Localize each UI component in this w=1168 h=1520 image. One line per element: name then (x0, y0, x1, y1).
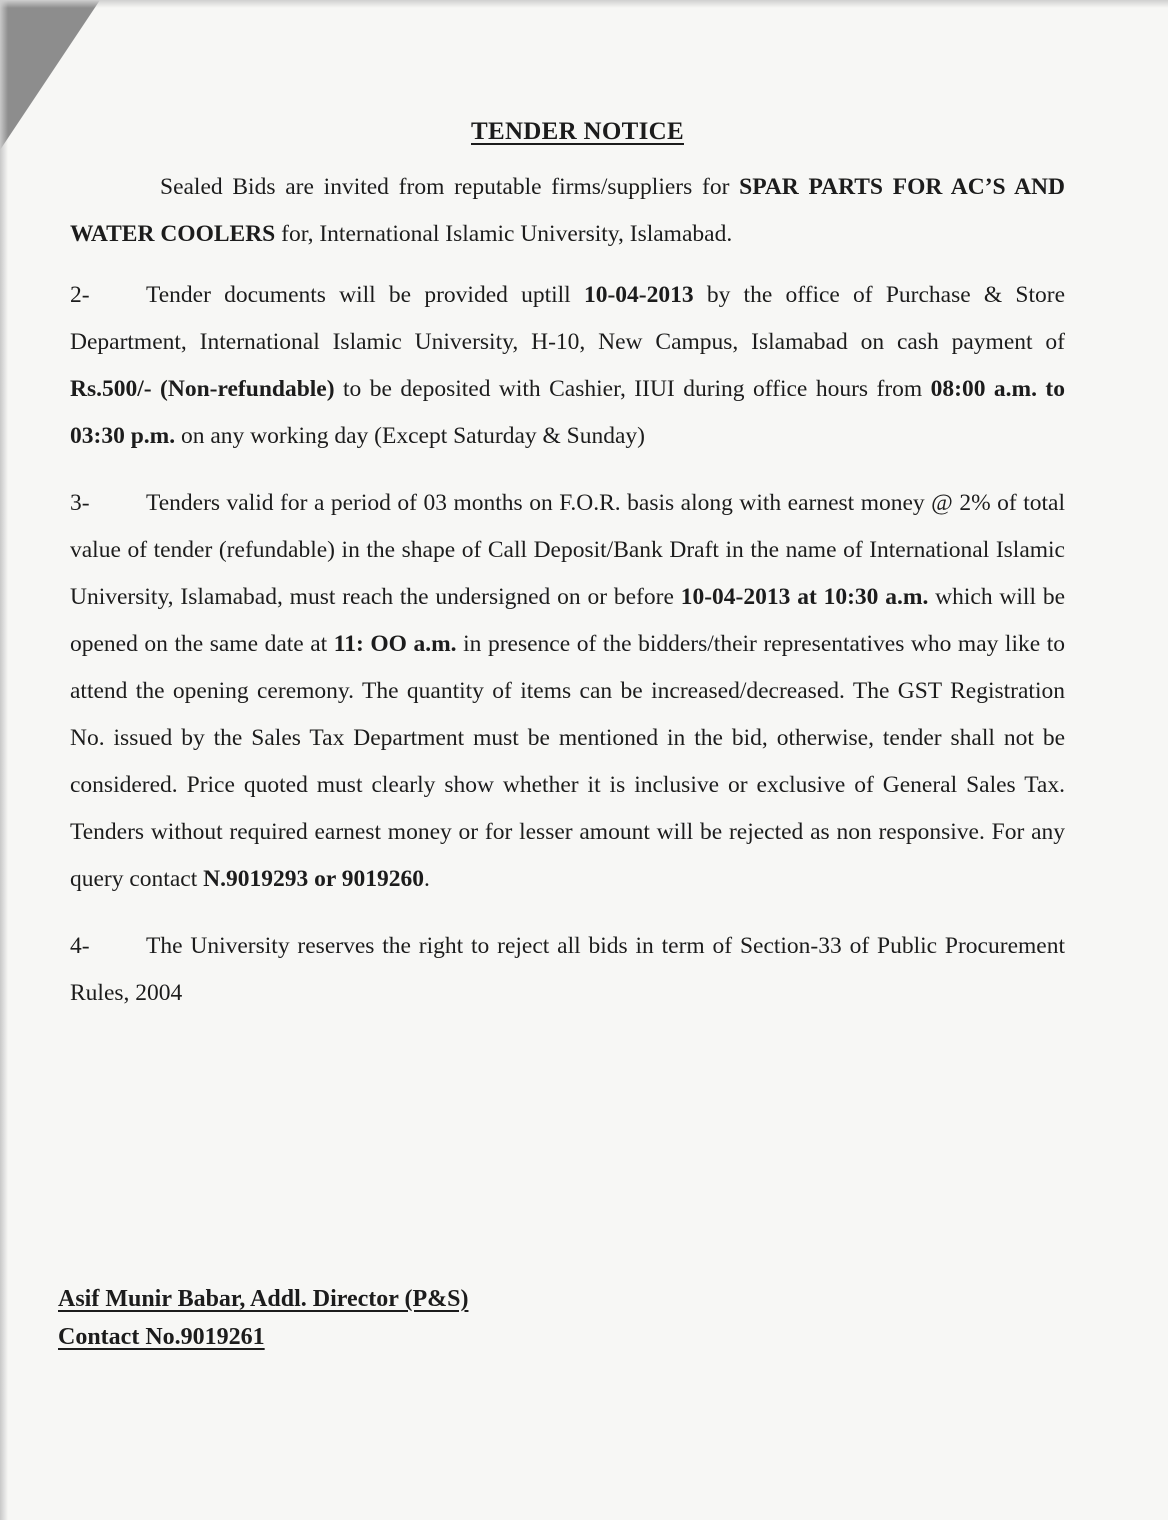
paragraph-4-number: 4- (70, 933, 90, 959)
paragraph-2 (70, 272, 1065, 460)
paragraph-3-deadline: 10-04-2013 at 10:30 a.m. (680, 584, 929, 610)
signature-block (58, 1280, 468, 1356)
paragraph-4 (70, 923, 1065, 1017)
paragraph-2-text-1: Tender documents will be provided uptill (146, 282, 584, 308)
paragraph-3-opening-time: 11: OO a.m. (333, 631, 457, 657)
paragraph-2-text-4: on any working day (Except Saturday & Sunday) (175, 423, 646, 449)
paragraph-3 (70, 480, 1065, 903)
signatory-contact: Contact No.9019261 (58, 1324, 265, 1350)
paragraph-3-text-2: which will be opened on the same date at (70, 584, 1066, 657)
paragraph-3-contact-numbers: N.9019293 or 9019260 (203, 866, 424, 892)
paragraph-2-hours: 08:00 a.m. to 03:30 p.m. (70, 376, 1066, 449)
paragraph-2-text-2: by the office of Purchase & Store Department, International Islamic University, H-10, New Campus, Islamabad on cash payment of (70, 282, 1066, 355)
paragraph-3-number: 3- (70, 490, 90, 516)
paragraph-2-number: 2- (70, 282, 90, 308)
intro-paragraph (70, 164, 1065, 258)
paragraph-3-text-3: in presence of the bidders/their representatives who may like to attend the opening ceremony. The quantity of items can be increased/decreased. The GST Registration No. issued by the Sales Tax Department must be mentioned in the bid, otherwise, tender shall not be considered. Price quoted must clearly show whether it is inclusive or exclusive of General Sales Tax. Tenders without required earnest money or for lesser amount will be rejected as non responsive. For any query contact (70, 631, 1065, 892)
paragraph-3-text-1: Tenders valid for a period of 03 months on F.O.R. basis along with earnest money @ 2% of total value of tender (refundable) in the shape of Call Deposit/Bank Draft in the name of International Islamic University, Islamabad, must reach the undersigned on or before (70, 490, 1065, 610)
paragraph-4-text-1: The University reserves the right to reject all bids in term of Section-33 of Public Procurement Rules, 2004 (70, 933, 1065, 1006)
notice-body (70, 118, 1065, 1037)
intro-text-1: Sealed Bids are invited from reputable firms/suppliers for (160, 174, 740, 200)
paragraph-2-text-3: to be deposited with Cashier, IIUI during office hours from (334, 376, 931, 402)
paragraph-2-date: 10-04-2013 (583, 282, 694, 308)
scan-top-edge (0, 0, 1168, 8)
notice-title: TENDER NOTICE (471, 118, 684, 145)
signatory-name: Asif Munir Babar, Addl. Director (P&S) (58, 1286, 469, 1312)
scan-left-edge (0, 0, 8, 1520)
paragraph-3-text-4: . (423, 866, 430, 892)
intro-text-2: for, International Islamic University, Islamabad. (275, 221, 733, 247)
intro-item-name: SPAR PARTS FOR AC’S AND WATER COOLERS (70, 174, 1065, 247)
paragraph-2-fee: Rs.500/- (Non-refundable) (70, 376, 335, 402)
